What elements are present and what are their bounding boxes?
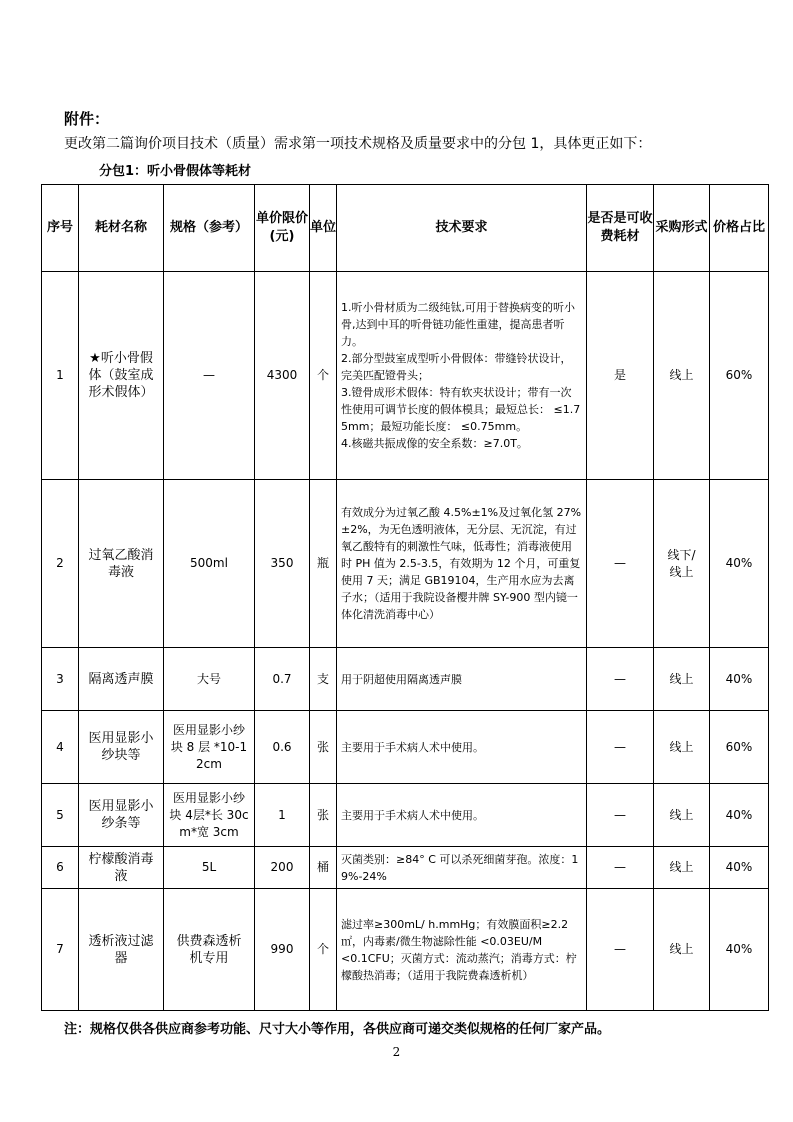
- header-purchase: 采购形式: [654, 185, 710, 272]
- header-requirements: 技术要求: [337, 185, 587, 272]
- cell-price: 0.6: [255, 711, 310, 784]
- cell-unit: 张: [310, 784, 337, 847]
- cell-ratio: 40%: [710, 480, 769, 648]
- cell-no: 6: [42, 847, 79, 889]
- cell-name: 医用显影小纱条等: [79, 784, 164, 847]
- cell-requirements: 主要用于手术病人术中使用。: [337, 784, 587, 847]
- cell-price: 200: [255, 847, 310, 889]
- cell-chargeable: 是: [587, 272, 654, 480]
- cell-price: 350: [255, 480, 310, 648]
- cell-ratio: 40%: [710, 847, 769, 889]
- header-no: 序号: [42, 185, 79, 272]
- intro-text: 更改第二篇询价项目技术（质量）需求第一项技术规格及质量要求中的分包 1，具体更正如下：: [64, 136, 652, 152]
- cell-ratio: 60%: [710, 272, 769, 480]
- cell-ratio: 40%: [710, 889, 769, 1011]
- cell-unit: 桶: [310, 847, 337, 889]
- header-ratio: 价格占比: [710, 185, 769, 272]
- cell-price: 990: [255, 889, 310, 1011]
- cell-ratio: 40%: [710, 784, 769, 847]
- cell-price: 0.7: [255, 648, 310, 711]
- cell-purchase: 线上: [654, 889, 710, 1011]
- table-row: [42, 272, 769, 480]
- cell-purchase: 线上: [654, 847, 710, 889]
- cell-no: 3: [42, 648, 79, 711]
- cell-chargeable: —: [587, 784, 654, 847]
- cell-chargeable: —: [587, 648, 654, 711]
- cell-no: 5: [42, 784, 79, 847]
- cell-spec: 供费森透析机专用: [164, 889, 255, 1011]
- cell-requirements: 用于阴超使用隔离透声膜: [337, 648, 587, 711]
- cell-price: 4300: [255, 272, 310, 480]
- cell-name: 隔离透声膜: [79, 648, 164, 711]
- cell-price: 1: [255, 784, 310, 847]
- cell-requirements: 有效成分为过氧乙酸 4.5%±1%及过氧化氢 27%±2%，为无色透明液体，无分层、无沉淀，有过氧乙酸特有的刺激性气味，低毒性；消毒液使用时 PH 值为 2.5-3.5，有效期为 12 个月，可重复使用 7 天；满足 GB19104，生产用水应为去离子水；（适用于我院设备樱井牌 SY-900 型内镜一体化清洗消毒中心）: [337, 480, 587, 648]
- cell-name: 过氧乙酸消毒液: [79, 480, 164, 648]
- cell-unit: 个: [310, 889, 337, 1011]
- cell-name: 透析液过滤器: [79, 889, 164, 1011]
- cell-name: 医用显影小纱块等: [79, 711, 164, 784]
- cell-spec: 医用显影小纱块 4层*长 30cm*宽 3cm: [164, 784, 255, 847]
- cell-no: 2: [42, 480, 79, 648]
- table-header-row: [42, 185, 769, 272]
- table-row: [42, 784, 769, 847]
- table-row: [42, 480, 769, 648]
- cell-no: 7: [42, 889, 79, 1011]
- cell-purchase: 线上: [654, 711, 710, 784]
- table-row: [42, 847, 769, 889]
- cell-unit: 支: [310, 648, 337, 711]
- cell-chargeable: —: [587, 711, 654, 784]
- cell-unit: 瓶: [310, 480, 337, 648]
- table-row: [42, 889, 769, 1011]
- cell-unit: 个: [310, 272, 337, 480]
- cell-chargeable: —: [587, 889, 654, 1011]
- cell-no: 1: [42, 272, 79, 480]
- cell-requirements: 主要用于手术病人术中使用。: [337, 711, 587, 784]
- cell-purchase: 线上: [654, 648, 710, 711]
- cell-requirements: 滤过率≥300mL/ h.mmHg；有效膜面积≥2.2㎡，内毒素/微生物滤除性能 <0.03EU/M <0.1CFU；灭菌方式：流动蒸汽；消毒方式：柠檬酸热消毒；（适用于我院费森透析机）: [337, 889, 587, 1011]
- cell-ratio: 40%: [710, 648, 769, 711]
- cell-requirements: 灭菌类别：≥84° C 可以杀死细菌芽孢。浓度：19%-24%: [337, 847, 587, 889]
- header-chargeable: 是否是可收费耗材: [587, 185, 654, 272]
- cell-unit: 张: [310, 711, 337, 784]
- cell-ratio: 60%: [710, 711, 769, 784]
- table-row: [42, 648, 769, 711]
- cell-no: 4: [42, 711, 79, 784]
- cell-requirements: 1.听小骨材质为二级纯钛,可用于替换病变的听小骨,达到中耳的听骨链功能性重建，提高患者听力。 2.部分型鼓室成型听小骨假体：带缝铃状设计，完美匹配镫骨头； 3.镫骨成形术假体：特有软夹状设计；带有一次性使用可调节长度的假体模具；最短总长： ≤1.75mm；最短功能长度： ≤0.75mm。 4.核磁共振成像的安全系数：≥7.0T。: [337, 272, 587, 480]
- header-price: 单价限价(元): [255, 185, 310, 272]
- cell-purchase: 线上: [654, 784, 710, 847]
- cell-spec: 5L: [164, 847, 255, 889]
- page-number: 2: [392, 1045, 401, 1059]
- attachment-label: 附件：: [64, 110, 110, 128]
- cell-purchase: 线下/线上: [654, 480, 710, 648]
- cell-chargeable: —: [587, 847, 654, 889]
- table-row: [42, 711, 769, 784]
- consumables-table: [41, 184, 769, 1011]
- cell-spec: —: [164, 272, 255, 480]
- cell-purchase: 线上: [654, 272, 710, 480]
- cell-spec: 大号: [164, 648, 255, 711]
- header-spec: 规格（参考）: [164, 185, 255, 272]
- header-unit: 单位: [310, 185, 337, 272]
- header-name: 耗材名称: [79, 185, 164, 272]
- cell-name: ★听小骨假体（鼓室成形术假体）: [79, 272, 164, 480]
- footnote: 注：规格仅供各供应商参考功能、尺寸大小等作用，各供应商可递交类似规格的任何厂家产品。: [64, 1022, 611, 1037]
- cell-chargeable: —: [587, 480, 654, 648]
- cell-spec: 500ml: [164, 480, 255, 648]
- package-subtitle: 分包1：听小骨假体等耗材: [99, 164, 252, 179]
- cell-spec: 医用显影小纱块 8 层 *10-12cm: [164, 711, 255, 784]
- cell-name: 柠檬酸消毒液: [79, 847, 164, 889]
